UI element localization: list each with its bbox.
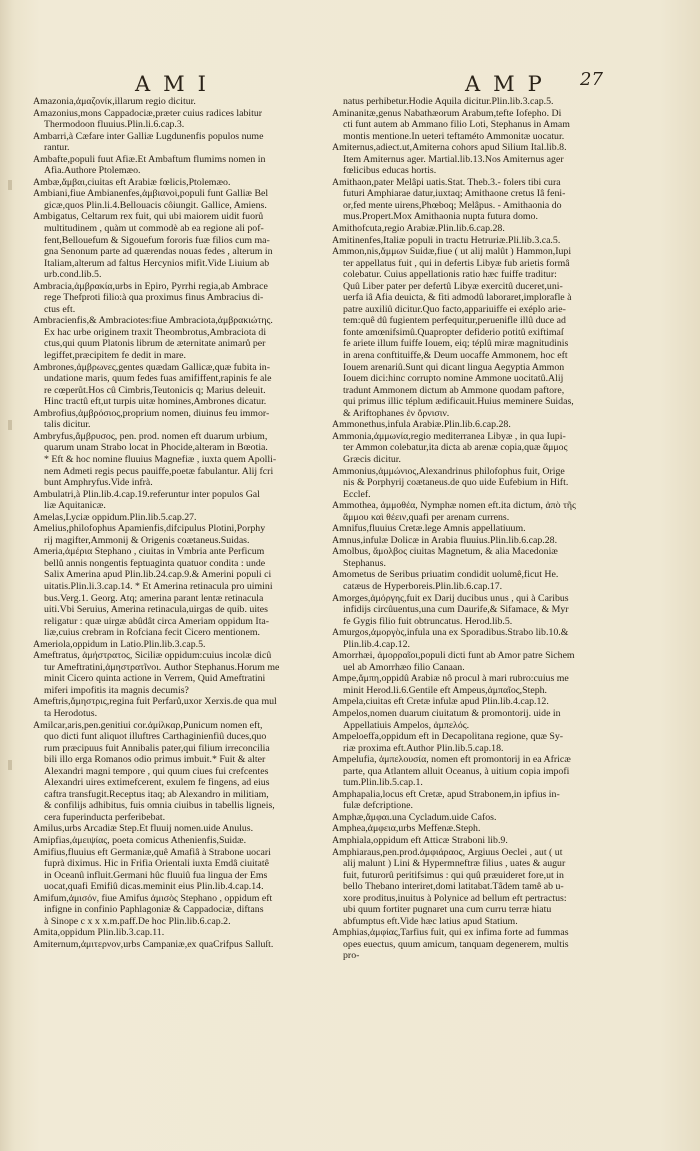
entry-line: Ambarri,à Cæfare inter Galliæ Lugdunenfis populos nume: [33, 130, 264, 142]
text-line: rum præcipuus fuit Annibalis pater,qui filium irreconcilia: [44, 742, 270, 754]
text-line: Stephanus.: [343, 557, 386, 569]
entry-line: Ammon,nis,ἄμμων Suidæ,fiue ( ut alij malût ) Hammon,Iupi: [332, 246, 572, 258]
entry-line: Amorrhæi, ἀμορραῖοι,populi dicti funt ab Amor patre Sichem: [332, 650, 575, 662]
entry-line: Amnus,infulæ Dolicæ in Arabia fluuius.Plin.lib.6.cap.28.: [332, 534, 558, 546]
entry-line: Amitinenfes,Italiæ populi in tractu Hetruriæ.Pli.lib.3.ca.5.: [332, 234, 561, 246]
entry-line: Ambafte,populi fuut Afiæ.Et Ambaftum flumims nomen in: [33, 153, 266, 165]
text-line: quo dicti funt aliquot illuftres Carthaginienfiû duces,quo: [44, 731, 267, 743]
entry-line: Ampe,ἄμπη,oppidû Arabiæ nô procul à mari rubro:cuius me: [332, 673, 569, 685]
text-line: opes euectus, quum amicum, tanquam degenerem, multis: [343, 938, 569, 950]
text-line: Item Amiternus ager. Martial.lib.13.Nos Amiternus ager: [343, 153, 564, 165]
text-line: mus.Propert.Mox Amithaonia nupta futura domo.: [343, 211, 538, 223]
text-line: cera fuperinducta perferibebat.: [44, 811, 166, 823]
text-line: futuri Amphiarae datur,iuxtaq; Amithaone cretus Iâ feni-: [343, 188, 566, 200]
text-line: undatione maris, quum fedes fuas amififfent,rapinis fe ale: [44, 373, 272, 385]
entry-line: Amometus de Seribus priuatim condidit uolumê,ficut He.: [332, 569, 559, 581]
entry-line: Amnifus,fluuius Cretæ.lege Amnis appellatiuum.: [332, 523, 526, 535]
entry-line: Ambigatus, Celtarum rex fuit, qui ubi maiorem uidit fuorů: [33, 211, 264, 223]
text-line: ta Herodotus.: [44, 707, 98, 719]
text-line: fonte amœnifsimû.Quapropter defiderio potitû exiftimaſ: [343, 326, 564, 338]
edge-mark: [8, 760, 12, 770]
entry-line: Amifum,ἀμισόν, fiue Amifus ἀμισὸς Stephano , oppidum eft: [33, 892, 273, 904]
text-line: infidijs circûuentus,una cum Daurife,& Sifamace, & Myr: [343, 604, 569, 616]
text-line: Alexandri uires extimefcerent, exulem fe fingens, ad eius: [44, 777, 270, 789]
text-line: nem Admeti regis pecus pauiffe,poetæ fabulantur. Alij fcri: [44, 465, 274, 477]
text-line: urb.cond.lib.5.: [44, 269, 102, 281]
entry-line: Amphea,ἀμφεια,urbs Meffenæ.Steph.: [332, 823, 481, 835]
entry-line: Amelas,Lyciæ oppidum.Plin.lib.5.cap.27.: [33, 511, 197, 523]
entry-line: Amifius,fluuius eft Germaniæ,quê Amafiâ à Strabone uocari: [33, 846, 271, 858]
entry-line: Amiternus,adiect.ut,Amiterna cohors apud Silium Ital.lib.8.: [332, 142, 567, 154]
entry-line: Amorges,ἀμόργης,fuit ex Darij ducibus unus , qui à Caribus: [332, 592, 569, 604]
text-line: in arena conftituiffe,& Deum uocaffe Ammonem, hoc eft: [343, 350, 568, 362]
text-line: fe Gygis filio fuit obtruncatus. Herod.lib.5.: [343, 615, 513, 627]
text-line: quarum unam Strabo locat in Phocide,alteram in Bœotia.: [44, 442, 268, 454]
text-line: religatur : quæ uirgæ abûdât circa Ameriam oppidum Ita-: [44, 615, 270, 627]
text-line: gicæ,quos Plin.li.4.Bellouacis côiungit. Gallice, Amiens.: [44, 199, 267, 211]
text-line: bili illo erga Romanos odio primus imbuit.* Fuit & alter: [44, 754, 266, 766]
text-line: multitudinem , quàm ut commodè ab ea regione ali pof-: [44, 223, 264, 235]
text-line: & Ariftophanes ἐν ὄρνισιν.: [343, 407, 450, 419]
text-line: fulæ defcriptione.: [343, 800, 413, 812]
text-line: Ecclef.: [343, 488, 371, 500]
text-line: bellů annis nongentis feptuaginta quatuor condita : unde: [44, 557, 266, 569]
entry-line: Amita,oppidum Plin.lib.3.cap.11.: [33, 927, 165, 939]
text-line: uel ab Amorrhæo filio Canaan.: [343, 661, 465, 673]
text-line: bus.Verg.1. Georg. Atq; amerina parant lentæ retinacula: [44, 592, 264, 604]
text-line: * Eft & hoc nomine fluuius Magnefiæ , iuxta quem Apolli-: [44, 453, 277, 465]
text-line: à Sinope c x x x.m.paff.De hoc Plin.lib.6.cap.2.: [44, 915, 231, 927]
text-line: & confilijs adhibitus, fuis omnia ciuibus in tabellis ligneis,: [44, 800, 275, 812]
text-line: alij malunt ) Lini & Hypermneftræ filius , uates & augur: [343, 858, 566, 870]
text-line: Iouem arenariû.Sunt qui dicant lingua Aegyptia Ammon: [343, 361, 565, 373]
entry-line: Amolbus, ἄμολβος ciuitas Magnetum, & alia Macedoniæ: [332, 546, 558, 558]
entry-line: Ameftratus, ἀμήστρατος, Siciliæ oppidum:cuius incolæ dicû: [33, 650, 272, 662]
text-line: rantur.: [44, 142, 70, 154]
entry-line: Amurgos,ἀμοργὸς,infula una ex Sporadibus.Strabo lib.10.&: [332, 627, 569, 639]
text-line: Salix Amerina apud Plin.lib.24.cap.9.& Amerini populi ci: [44, 569, 272, 581]
entry-line: Ambulatri,à Plin.lib.4.cap.19.referuntur inter populos Gal: [33, 488, 260, 500]
text-line: tum.Plin.lib.5.cap.1.: [343, 777, 423, 789]
text-line: Plin.lib.4.cap.12.: [343, 638, 410, 650]
text-line: natus perhibetur.Hodie Aquila dicitur.Plin.lib.3.cap.5.: [343, 96, 554, 107]
text-line: liæ Aquitanicæ.: [44, 500, 106, 512]
text-line: talis dicitur.: [44, 419, 91, 431]
entry-line: Ambryfus,ἄμβρυσος, pen. prod. nomen eft duarum urbium,: [33, 430, 268, 442]
entry-line: Amithaon,pater Melâpi uatis.Stat. Theb.3.- folers tibi cura: [332, 176, 561, 188]
text-line: liæ,cuius crebram in Rofciana fecit Cicero mentionem.: [44, 627, 260, 639]
text-line: infigne in confinio Paphlagoniæ & Cappadociæ, diftans: [44, 904, 264, 916]
entry-line: Aminanitæ,genus Nabathæorum Arabum,tefte Iofepho. Di: [332, 107, 562, 119]
edge-mark: [8, 420, 12, 430]
entry-line: Ameria,ἀμέρια Stephano , ciuitas in Vmbria ante Perficum: [33, 546, 265, 558]
text-line: re cœperůt.Hos cû Cimbris,Teutonicis q; Marius deleuit.: [44, 384, 266, 396]
text-line: legiffet,præcipitem fe dedit in mare.: [44, 350, 186, 362]
text-line: Hinc tractû eft,ut turpis uitæ homines,Ambrones dicatur.: [44, 396, 267, 408]
text-line: fuit, futurorû peritifsimus : qui quû præuideret fore,ut in: [343, 869, 564, 881]
text-line: Quû Liber pater per defertû Libyæ exercitû duceret,uni-: [343, 280, 563, 292]
left-column: [33, 96, 343, 1126]
entry-line: Ambiani,fiue Ambianenfes,ἀμβιανοὶ,populi funt Galliæ Bel: [33, 188, 269, 200]
text-line: Græcis dicitur.: [343, 453, 401, 465]
text-line: colebatur. Cuius appellationis ratio hæc fuiffe traditur:: [343, 269, 557, 281]
entry-line: Ameriola,oppidum in Latio.Plin.lib.3.cap.5.: [33, 638, 206, 650]
entry-line: Ammothea, ἀμμοθέα, Nymphæ nomen eft.ita dictum, ἀπὸ τῆς: [332, 500, 576, 512]
entry-line: Ambracienfis,& Ambraciotes:fiue Ambraciota,ἀμβρακιώτης.: [33, 315, 273, 327]
entry-line: Ampela,ciuitas eft Cretæ infulæ apud Plin.lib.4.cap.12.: [332, 696, 549, 708]
text-line: ctus,qui quum Platonis librum de æternitate animarů per: [44, 338, 266, 350]
text-line: ter appellatus fuit , qui in defertis Libyæ fub arietis formâ: [343, 257, 570, 269]
text-line: minit Cicero quinta actione in Verrem, Quid Ameftratini: [44, 673, 266, 685]
text-line: qui primus illic téplum ædificauit.Huius meminere Suidas,: [343, 396, 574, 408]
entry-line: Amphias,ἀμφίας,Tarfius fuit, qui ex infima forte ad fummas: [332, 927, 569, 939]
text-line: ter Ammon colebatur,ita dicta ab arenæ copia,quæ ἄμμος: [343, 442, 568, 454]
entry-line: Ambracia,ἀμβρακία,urbs in Epiro, Pyrrhi regia,ab Ambrace: [33, 280, 268, 292]
entry-line: Amiternum,ἀμιτερνον,urbs Campaniæ,ex quaCrifpus Salluſt.: [33, 938, 274, 950]
text-line: Afia.Authore Ptolemæo.: [44, 165, 141, 177]
entry-line: Ameftris,ἄμηστρις,regina fuit Perfarů,uxor Xerxis.de qua mul: [33, 696, 277, 708]
text-line: riæ proxima eft.Author Plin.lib.5.cap.18.: [343, 742, 504, 754]
text-line: fuprà diximus. Hic in Frifia Orientali iuxta Emdâ ciuitatê: [44, 858, 269, 870]
text-line: cti funt autem ab Ammano filio Loti, Stephanus in Amam: [343, 119, 570, 131]
text-line: uitatis.Plin.li.3.cap.14. * Et Amerina retinacula pro uimini: [44, 580, 273, 592]
text-line: montis mentione.In ueteri teftaméto Ammonitæ uocatur.: [343, 130, 565, 142]
header-left: AMI: [135, 72, 219, 96]
entry-line: Ammonethus,infula Arabiæ.Plin.lib.6.cap.28.: [332, 419, 511, 431]
entry-line: Amithofcuta,regio Arabiæ.Plin.lib.6.cap.28.: [332, 223, 505, 235]
entry-line: Amazonius,mons Cappadociæ,præter cuius radices labitur: [33, 107, 263, 119]
text-line: miferi impofitis ita magnis decumis?: [44, 684, 189, 696]
text-line: minit Herod.li.6.Gentile eft Ampeus,ἀμπαῖος,Steph.: [343, 684, 547, 696]
text-line: ctus eft.: [44, 303, 76, 315]
text-line: Iouem dici:hinc corrupto nomine Ammone uocitatû.Alij: [343, 373, 564, 385]
entry-line: Amphiala,oppidum eft Atticæ Straboni lib.9.: [332, 835, 508, 846]
entry-line: Amipfias,ἀμειψίας, poeta comicus Athenienfis,Suidæ.: [33, 835, 247, 846]
text-line: ubi quum fortiter pugnaret una cum curru terræ hiatu: [343, 904, 552, 916]
text-line: in Oceanû influit.Germani hûc fluuiû fua lingua der Ems: [44, 869, 268, 881]
entry-line: Ampelufia, ἀμπελουσία, nomen eft promontorij in ea Africæ: [332, 754, 571, 766]
entry-line: Ambrofius,ἀμβρόσιος,proprium nomen, diuinus feu immor-: [33, 407, 270, 419]
entry-line: Amphapalia,locus eft Cretæ, apud Strabonem,in ipfius in-: [332, 788, 560, 800]
entry-line: Ampelos,nomen duarum ciuitatum & promontorij. uide in: [332, 707, 561, 719]
text-line: Alexandri magni tempore , qui quum ciues fui crefcentes: [44, 765, 269, 777]
text-line: uiti.Vbi Seruius, Amerina retinacula,uirgas de quib. uites: [44, 604, 268, 616]
entry-line: Amelius,philofophus Apamienfis,difcipulus Plotini,Porphy: [33, 523, 266, 535]
text-line: uerfa iâ Afia deuicta, & fiti admodû laboraret,implorafle à: [343, 292, 572, 304]
entry-line: Amilus,urbs Arcadiæ Step.Et fluuij nomen.uide Anulus.: [33, 823, 254, 835]
text-line: nis & Porphyrij coætaneus.de quo uide Eufebium in Hift.: [343, 477, 569, 489]
page-number: 27: [580, 69, 603, 90]
text-line: or,fed mente uirens,Phœboq; Melâpus. - Amithaonia do: [343, 199, 562, 211]
header-right: AMP: [465, 72, 555, 96]
text-line: pro-: [343, 950, 360, 962]
text-line: uocat,quafi Emifiû dicas.meminit eius Plin.lib.4.cap.14.: [44, 881, 264, 893]
entry-line: Amazonia,ἀμαζονίκ,illarum regio dicitur.: [33, 96, 196, 107]
entry-line: Ambrones,ἀμβρωνες,gentes quædam Gallicæ,quæ fubita in-: [33, 361, 270, 373]
text-line: Thermodoon fluuius.Plin.li.6.cap.3.: [44, 119, 185, 131]
text-line: abfumptus eft.Vide hæc latius apud Statium.: [343, 915, 518, 927]
text-line: gna Senonum parte ad quærendas nouas fedes , alterum in: [44, 246, 273, 258]
text-line: rege Thefproti filio:à qua proximus finus Ambracius di-: [44, 292, 264, 304]
entry-line: Ampeloeffa,oppidum eft in Decapolitana regione, quæ Sy-: [332, 731, 564, 743]
text-line: Ex hac urbe originem traxit Theombrotus,Ambraciota di: [44, 326, 267, 338]
text-line: Italiam,alterum ad faltus Hercynios mifit.Vide Liuium ab: [44, 257, 270, 269]
text-line: rij magifter,Ammonij & Origenis coætaneus.Suidas.: [44, 534, 250, 546]
text-line: catæus de Hyperboreis.Plin.lib.6.cap.17.: [343, 580, 503, 592]
text-line: fent,Bellouefum & Sigouefum fororis fuæ filios cum ma-: [44, 234, 270, 246]
right-column: [332, 96, 642, 1126]
text-line: ἄμμου καὶ θέειν,quafi per arenam currens.: [343, 511, 510, 523]
text-line: fe ariete illum fuiffe Iouem, eiq; téplû miræ magnitudinis: [343, 338, 569, 350]
text-line: tur Ameftratini,ἀμηστρατῖνοι. Author Stephanus.Horum me: [44, 661, 280, 673]
running-header: [0, 69, 700, 96]
text-line: tem:quê dû fugientem perfequitur,peruenifle illû duce ad: [343, 315, 566, 327]
text-line: bello Thebano interiret,domi latitabat.Tâdem tamê ab u-: [343, 881, 564, 893]
text-line: patre auxiliû dicitur.Quo facto,appariuiffe ei exéplo arie-: [343, 303, 566, 315]
text-line: tradunt Ammonem dictum ab Ammone quodam paftore,: [343, 384, 565, 396]
entry-line: Ammonius,ἀμμώνιος,Alexandrinus philofophus fuit, Orige: [332, 465, 565, 477]
edge-mark: [8, 180, 12, 190]
text-line: Appellatiuis Ampelos, ἀμπελός.: [343, 719, 470, 731]
entry-line: Ambæ,ἄμβαι,ciuitas eft Arabiæ fœlicis,Ptolemæo.: [33, 176, 231, 188]
text-line: parte, qua Atlantem alluit Oceanus, à uitium copia impofi: [343, 765, 570, 777]
text-line: fœlicibus educas hortis.: [343, 165, 437, 177]
entry-line: Amilcar,aris,pen.genitiui cor.ἀμίλκαρ,Punicum nomen eft,: [33, 719, 263, 731]
text-line: caftra transfugit.Receptus itaq; ab Alexandro in militiam,: [44, 788, 269, 800]
text-line: bunt Amphryfus.Vide infrà.: [44, 477, 153, 489]
entry-line: Amphiaraus,pen.prod.ἀμφιάραος, Argiuus Oeclei , aut ( ut: [332, 846, 563, 858]
entry-line: Amphæ,ἄμφαι.una Cycladum.uide Cafos.: [332, 811, 497, 823]
entry-line: Ammonia,ἀμμωνία,regio mediterranea Libyæ , in qua Iupi-: [332, 430, 566, 442]
text-line: xore proditus,inuitus à Polynice ad bellum eft pertractus:: [343, 892, 567, 904]
